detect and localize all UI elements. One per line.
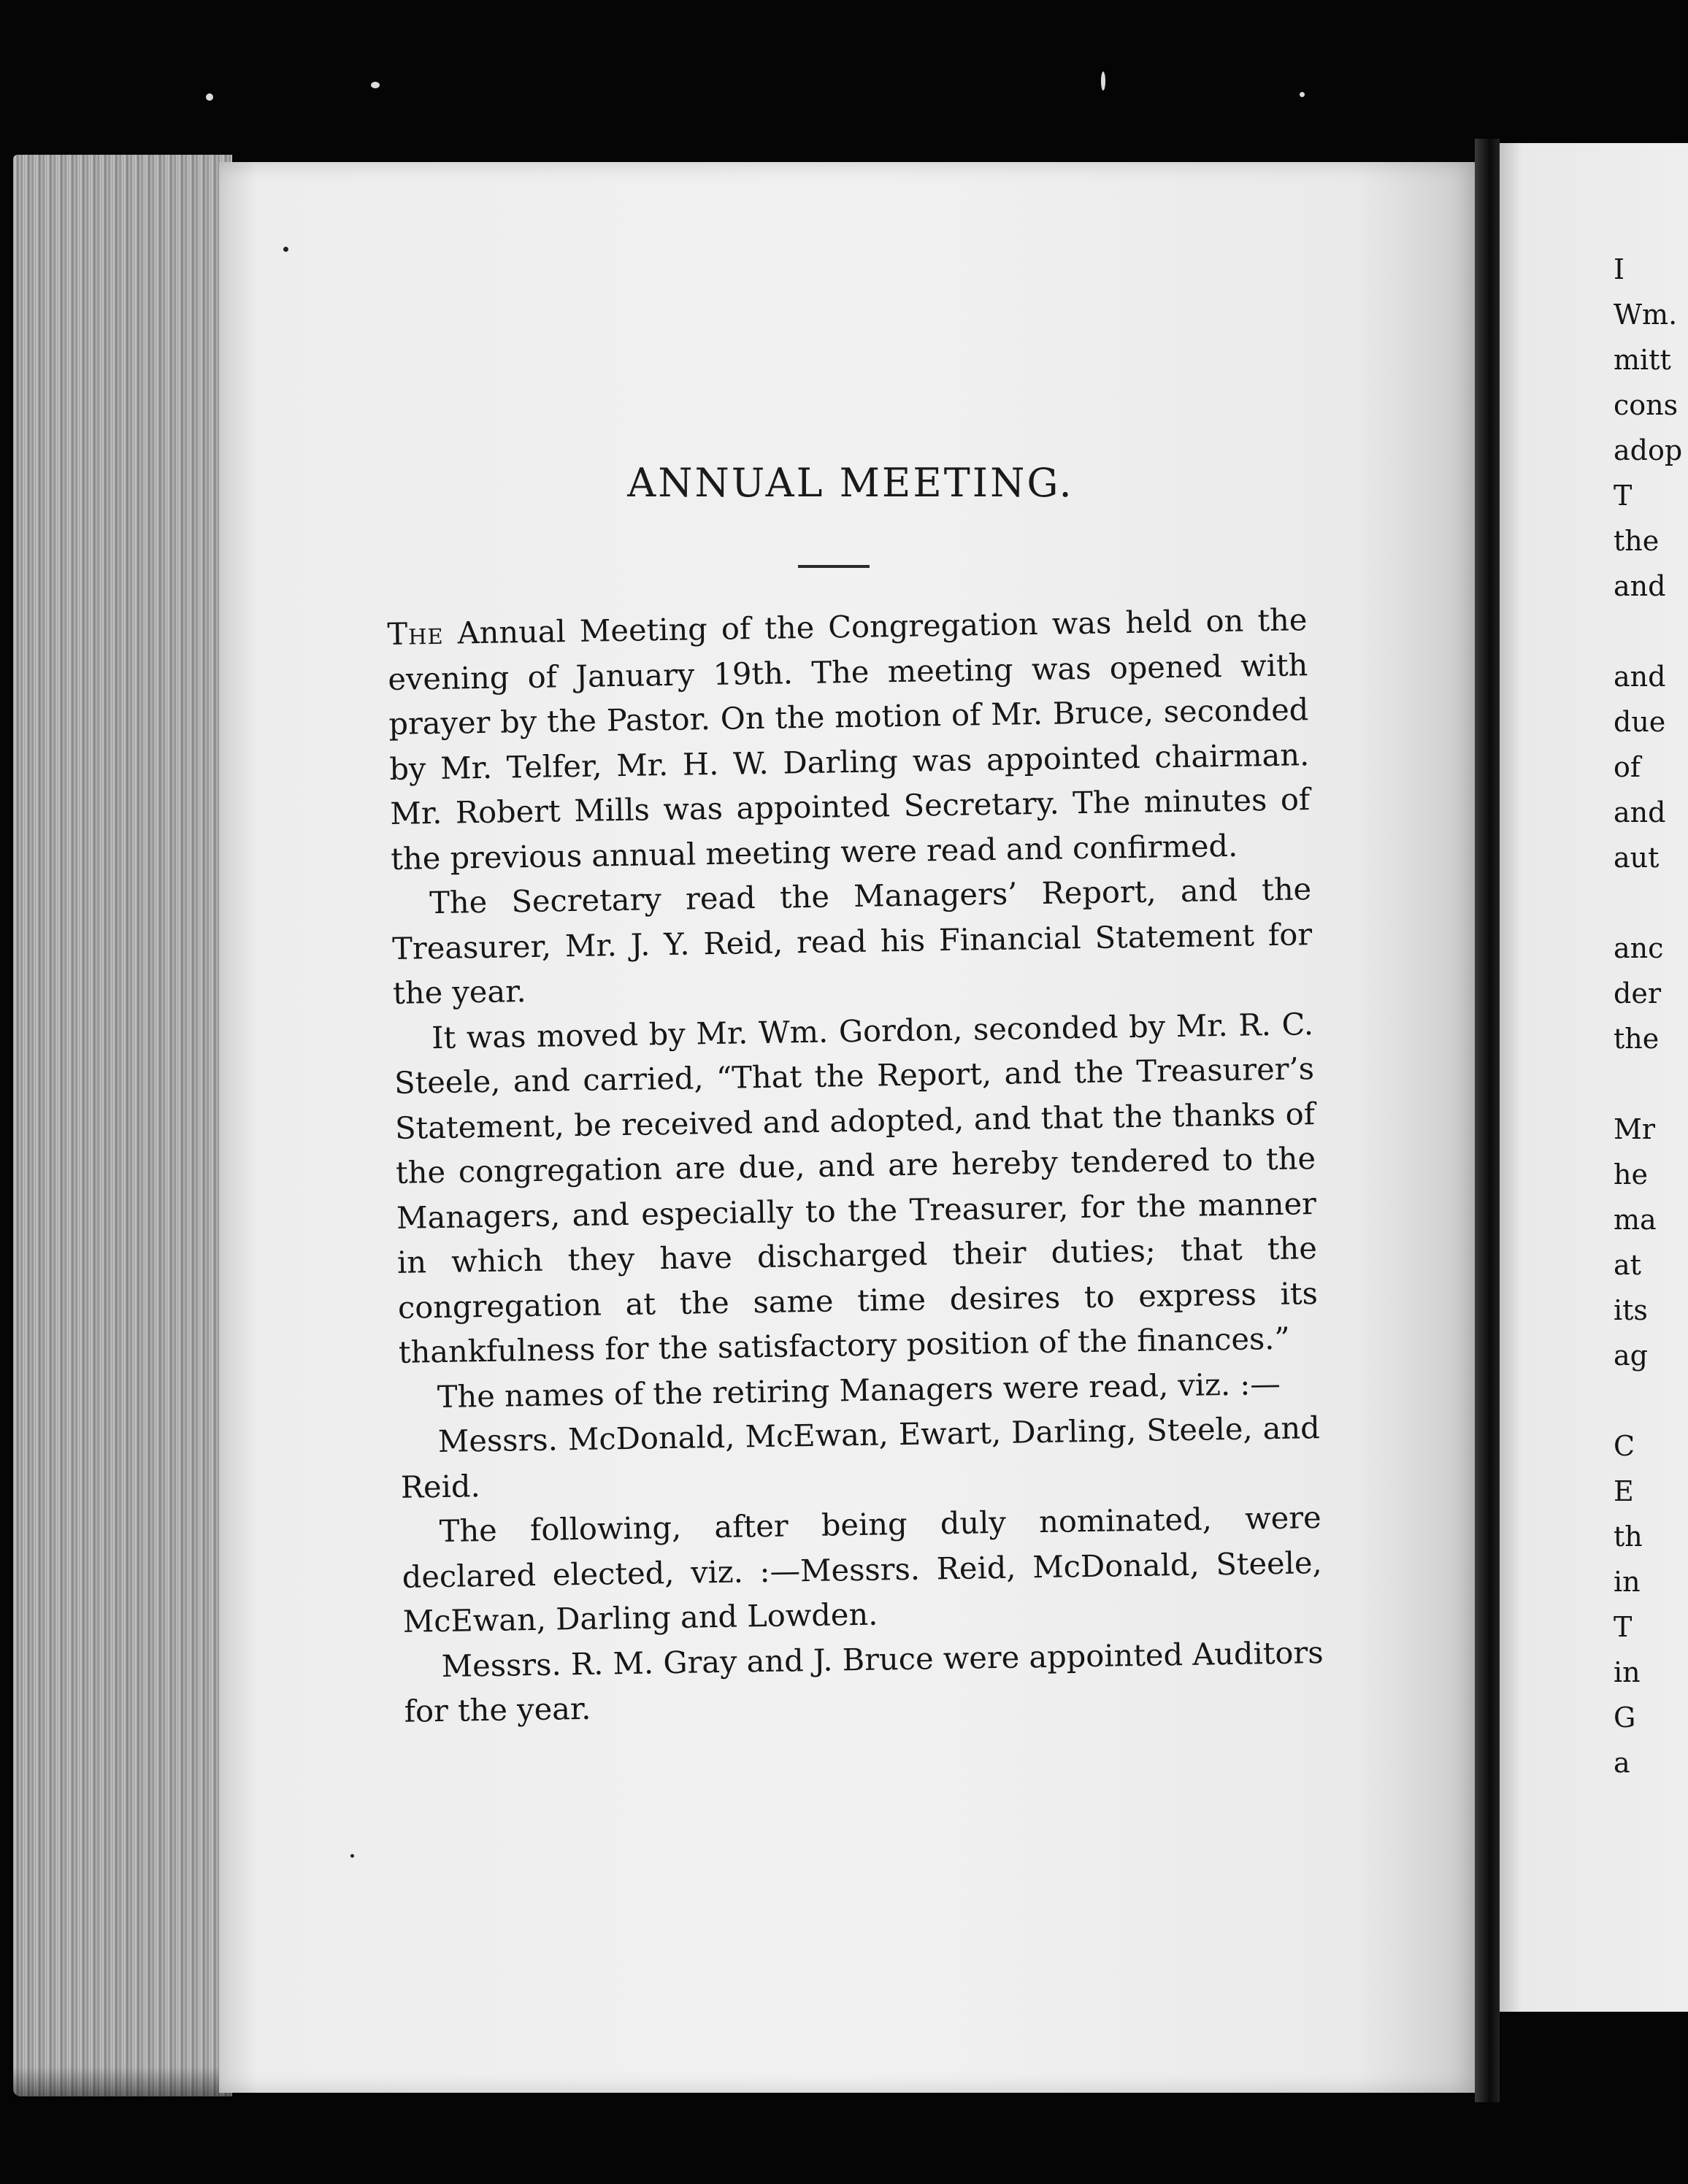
dust-speck [371, 82, 380, 88]
facing-page-fragment: and [1614, 661, 1666, 693]
page-heading: ANNUAL MEETING. [627, 460, 1074, 506]
book-gutter [1475, 139, 1500, 2102]
facing-page-fragment: adop [1614, 434, 1683, 466]
facing-page-fragment: ag [1614, 1339, 1648, 1372]
facing-page-fragment: G [1614, 1702, 1636, 1734]
facing-page-fragment: anc [1614, 932, 1664, 964]
facing-page-fragment: cons [1614, 389, 1679, 421]
facing-page-fragment [1614, 609, 1688, 654]
facing-page-fragment: mitt [1614, 344, 1671, 376]
facing-page-fragment: he [1614, 1158, 1648, 1191]
facing-page-fragment: der [1614, 977, 1661, 1010]
dust-speck [1300, 92, 1305, 97]
facing-page-fragment: Wm. [1614, 299, 1678, 331]
paragraph-opening-text: Annual Meeting of the Congregation was held on the evening of January 19th. The meeting was opened with prayer by the Pastor. On the motion of Mr. Bruce, seconded by Mr. Telfer, Mr. H. W. Darling was appointed chairman. Mr. Robert Mills was appointed Secretary. The minutes of the previous annual meeting were read and confirmed. [388, 601, 1311, 877]
ink-dot [283, 247, 288, 252]
facing-page-text [1614, 247, 1688, 1785]
facing-page-fragment: its [1614, 1294, 1648, 1326]
dust-speck [1101, 72, 1105, 91]
facing-page-fragment: at [1614, 1249, 1641, 1281]
paragraph-motion: It was moved by Mr. Wm. Gordon, seconded by Mr. R. C. Steele, and carried, “That the Report, and the Treasurer’s Statement, be received and adopted, and that the thanks of the congregation are due, and are hereby tendered to the Managers, and especially to the Treasurer, for the manner in which they have discharged their duties; that the congregation at the same time desires to express its thankfulness for the satisfactory position of the finances.” [394, 1005, 1319, 1370]
paragraph-retiring-names: Messrs. McDonald, McEwan, Ewart, Darling, Steele, and Reid. [400, 1410, 1321, 1505]
meeting-text [387, 597, 1324, 1734]
facing-page-fragment [1614, 1378, 1688, 1423]
facing-page-fragment: E [1614, 1475, 1634, 1507]
facing-page-fragment: T [1614, 480, 1633, 512]
stacked-page-edges [13, 155, 232, 2096]
facing-page-fragment [1614, 1061, 1688, 1107]
facing-page-fragment: in [1614, 1656, 1641, 1688]
dust-speck [206, 93, 213, 101]
facing-page-fragment: T [1614, 1611, 1633, 1643]
paragraph-elected: The following, after being duly nominated, were declared elected, viz. :—Messrs. Reid, McDonald, Steele, McEwan, Darling and Lowden. [402, 1499, 1322, 1639]
facing-page-fragment: aut [1614, 842, 1660, 874]
facing-page-fragment: I [1614, 253, 1625, 285]
facing-page-fragment: due [1614, 706, 1666, 738]
facing-page-fragment: of [1614, 751, 1641, 783]
facing-page-fragment: C [1614, 1430, 1635, 1462]
facing-page-fragment: in [1614, 1566, 1641, 1598]
paragraph-retiring: The names of the retiring Managers were read, viz. :— [437, 1365, 1281, 1415]
facing-page-fragment: and [1614, 796, 1666, 828]
heading-rule [798, 565, 870, 568]
facing-page-fragment: Mr [1614, 1113, 1656, 1145]
facing-page-fragment: the [1614, 1023, 1660, 1055]
paragraph-opening [387, 597, 1311, 881]
facing-page-fragment: th [1614, 1520, 1643, 1553]
facing-page-fragment: and [1614, 570, 1666, 602]
paragraph-report: The Secretary read the Managers’ Report, and the Treasurer, Mr. J. Y. Reid, read his Financial Statement for the year. [391, 871, 1313, 1011]
ink-dot [350, 1854, 354, 1858]
facing-page-fragment: ma [1614, 1204, 1657, 1236]
facing-page-fragment: the [1614, 525, 1660, 557]
paragraph-auditors: Messrs. R. M. Gray and J. Bruce were appointed Auditors for the year. [404, 1634, 1324, 1729]
facing-page-fragment [1614, 880, 1688, 926]
facing-page-fragment: a [1614, 1747, 1630, 1779]
opening-word: The [387, 615, 444, 652]
